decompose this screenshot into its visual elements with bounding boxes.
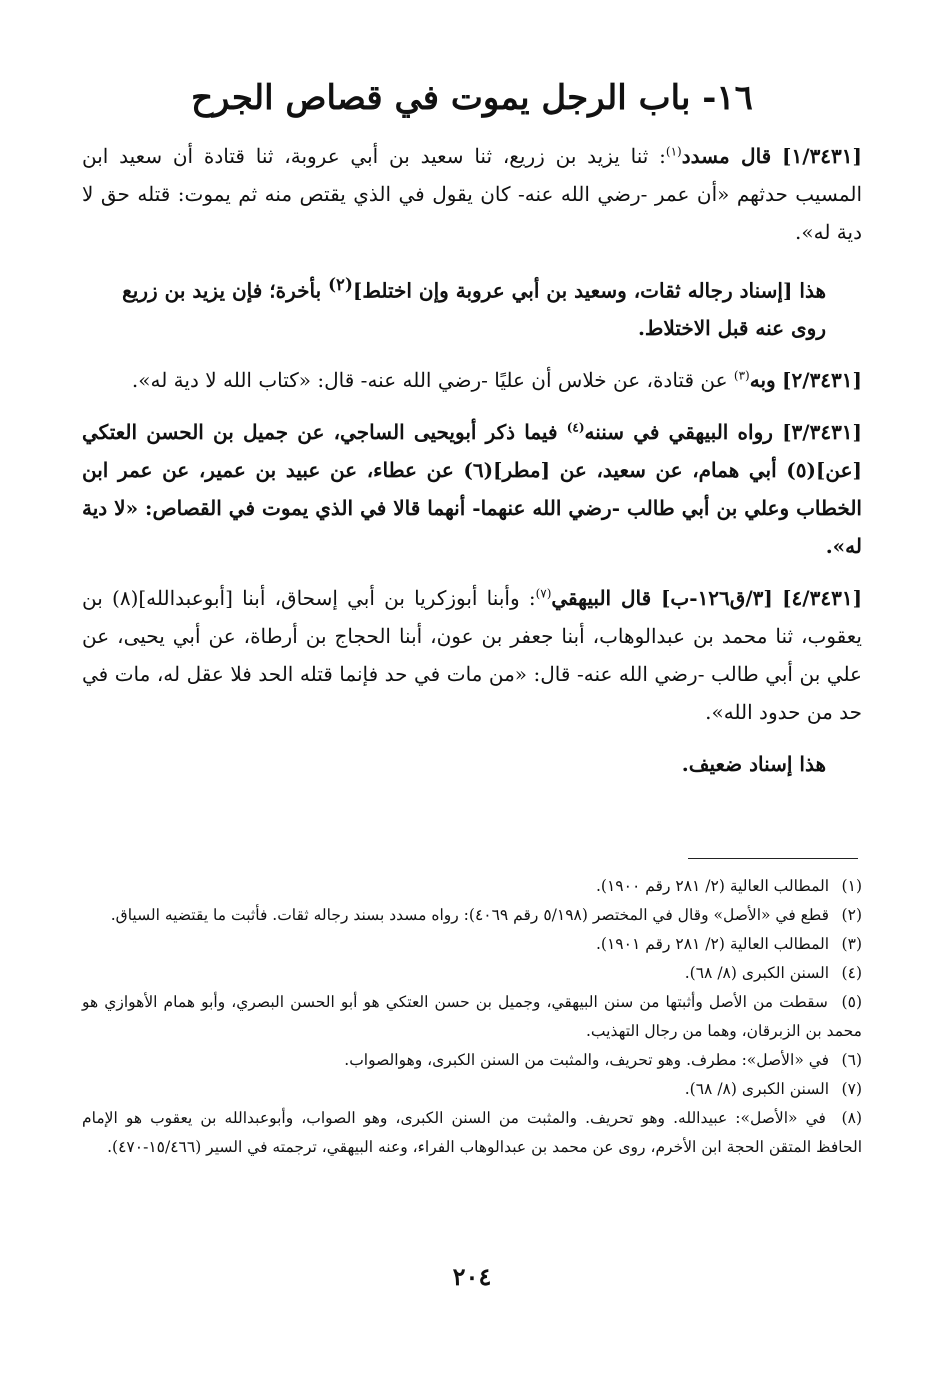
- footnote-ref: (١): [665, 144, 682, 159]
- footnote-text: السنن الكبرى (٨/ ٦٨).: [684, 1080, 830, 1098]
- entry-lead: رواه البيهقي في سننه: [584, 420, 773, 445]
- footnote-number: (٨): [841, 1109, 862, 1127]
- footnote-separator: [688, 858, 858, 859]
- footnote-text: سقطت من الأصل وأثبتها من سنن البيهقي، وجميل بن حسن العتكي هو أبو الحسن البصري، وأبو همام الأهوازي هو محمد بن الزبرقان، وهما من رجال التهذيب.: [82, 993, 862, 1040]
- entry-ref: [٣/٣٤٣١]: [782, 420, 863, 445]
- entry-ref: [١/٣٤٣١]: [782, 143, 862, 168]
- footnote-text: المطالب العالية (٢/ ٢٨١ رقم ١٩٠١).: [596, 935, 830, 953]
- footnote-number: (٢): [841, 906, 862, 924]
- footnote-text: في «الأصل»: مطرف. وهو تحريف، والمثبت من السنن الكبرى، وهوالصواب.: [344, 1051, 830, 1069]
- footnote-ref: (٢): [328, 273, 353, 294]
- page-number: ٢٠٤: [452, 1262, 492, 1291]
- grading-note: [82, 265, 862, 348]
- closing-grading: هذا إسناد ضعيف.: [681, 752, 826, 777]
- note-text: هذا [إسناد رجاله ثقات، وسعيد بن أبي عروبة وإن اختلط]: [352, 278, 826, 303]
- footnotes: [82, 872, 862, 1162]
- footnote-number: (١): [841, 877, 862, 895]
- entry-lead: [٣/ق١٢٦-ب] قال البيهقي: [551, 586, 773, 611]
- footnote-text: المطالب العالية (٢/ ٢٨١ رقم ١٩٠٠).: [596, 877, 830, 895]
- note-tail: بأخرة؛ فإن يزيد بن زريع روى عنه قبل الاختلاط.: [122, 278, 826, 341]
- hadith-entry-2: [82, 361, 862, 399]
- footnote-item: [82, 959, 862, 988]
- footnote-number: (٥): [841, 993, 862, 1011]
- footnote-number: (٧): [841, 1080, 862, 1098]
- footnote-item: [82, 1075, 862, 1104]
- footnote-item: [82, 1104, 862, 1162]
- entry-text: فيما ذكر أبويحيى الساجي، عن جميل بن الحسن العتكي [عن](٥) أبي همام، عن سعيد، عن [مطر](٦) عن عطاء، عن عبيد بن عمير، عن عمر ابن الخطاب وعلي بن أبي طالب -رضي الله عنهما- أنهما قالا في الذي يموت في القصاص: «لا دية له».: [82, 420, 862, 559]
- footnote-ref: (٤): [566, 420, 585, 435]
- entry-ref: [٤/٣٤٣١]: [782, 586, 863, 611]
- entry-text: عن قتادة، عن خلاس أن عليًا -رضي الله عنه- قال: «كتاب الله لا دية له».: [131, 368, 734, 393]
- chapter-title: ١٦- باب الرجل يموت في قصاص الجرح: [191, 78, 753, 118]
- entry-text: : وأبنا أبوزكريا بن أبي إسحاق، أبنا [أبوعبدالله](٨) بن يعقوب، ثنا محمد بن عبدالوهاب، أبنا جعفر بن عون، أبنا الحجاج بن أرطاة، عن أبي يحيى، عن علي بن أبي طالب -رضي الله عنه- قال: «من مات في حد فإنما قتله الحد فلا عقل له، مات في حد من حدود الله».: [82, 586, 862, 725]
- hadith-entry-4: [82, 579, 862, 731]
- hadith-entry-1: [82, 137, 862, 251]
- footnote-item: [82, 988, 862, 1046]
- hadith-entry-3: [82, 413, 862, 565]
- entry-lead: وبه: [749, 368, 776, 393]
- entry-text: : ثنا يزيد بن زريع، ثنا سعيد بن أبي عروبة، ثنا قتادة أن سعيد ابن المسيب حدثهم «أن عمر -رضي الله عنه- كان يقول في الذي يقتص منه ثم يموت: قتله حق لا دية له».: [82, 143, 862, 244]
- footnote-number: (٦): [841, 1051, 862, 1069]
- footnote-number: (٣): [841, 935, 862, 953]
- footnote-text: قطع في «الأصل» وقال في المختصر (٥/١٩٨ رقم ٤٠٦٩): رواه مسدد بسند رجاله ثقات. فأثبت ما يقتضيه السياق.: [110, 906, 830, 924]
- entry-ref: [٢/٣٤٣١]: [782, 368, 862, 393]
- footnote-item: [82, 901, 862, 930]
- footnote-ref: (٣): [733, 368, 750, 383]
- footnote-item: [82, 1046, 862, 1075]
- entry-lead: قال مسدد: [681, 143, 772, 168]
- footnote-item: [82, 930, 862, 959]
- footnote-text: السنن الكبرى (٨/ ٦٨).: [684, 964, 830, 982]
- footnote-text: في «الأصل»: عبيدالله. وهو تحريف. والمثبت من السنن الكبرى، وهو الصواب، وأبوعبدالله بن يعقوب هو الإمام الحافظ المتقن الحجة ابن الأخرم، روى عن محمد بن عبدالوهاب الفراء، وعنه البيهقي، ترجمته في السير (١٥/٤٦٦-٤٧٠).: [82, 1109, 862, 1156]
- footnote-number: (٤): [841, 964, 862, 982]
- footnote-item: [82, 872, 862, 901]
- footnote-ref: (٧): [535, 586, 552, 601]
